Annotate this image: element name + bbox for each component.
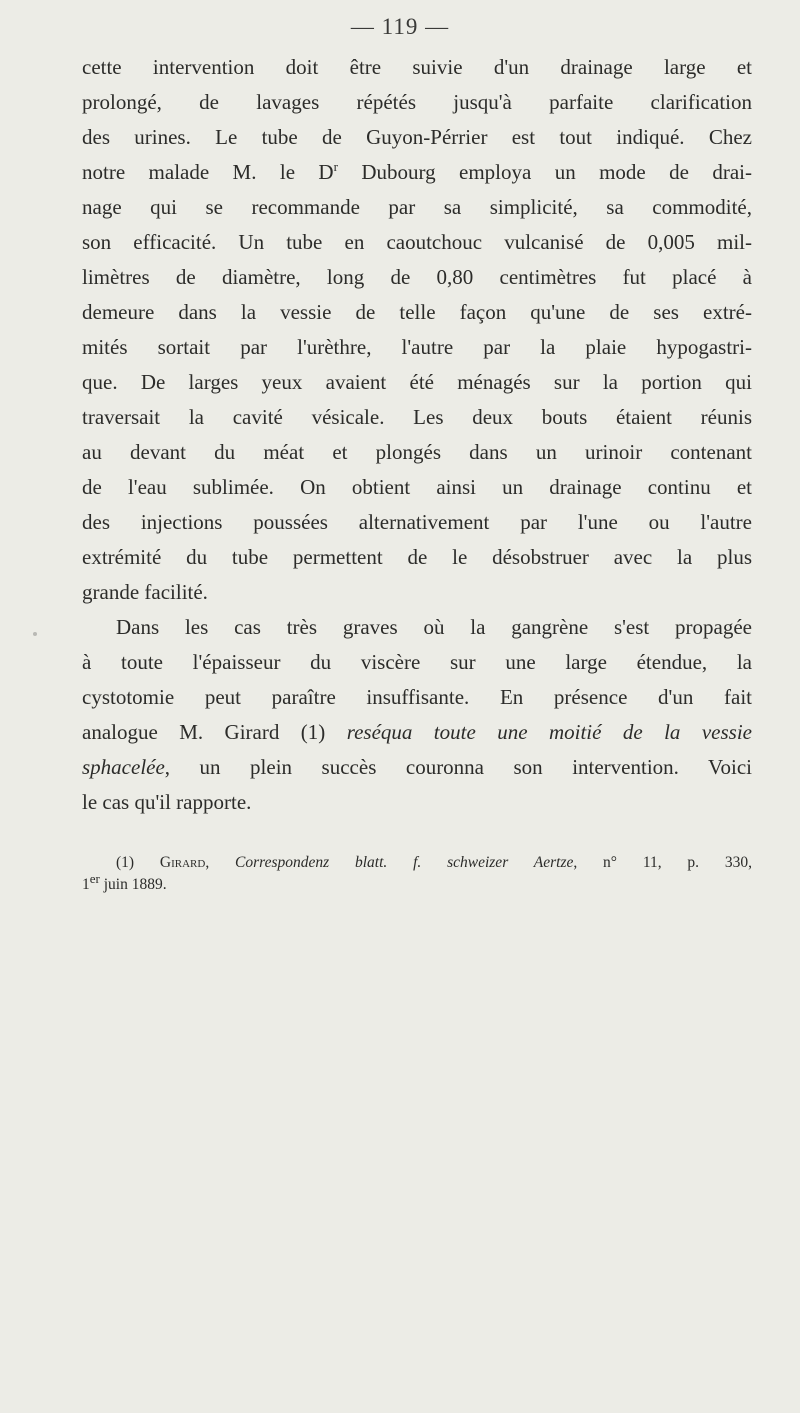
text-line: de l'eau sublimée. On obtient ainsi un drainage continu et (82, 475, 752, 499)
text-line: traversait la cavité vésicale. Les deux bouts étaient réunis (82, 405, 752, 429)
superscript: r (333, 159, 338, 174)
text-line: grande facilité. (82, 580, 208, 604)
text-fragment: , (205, 854, 236, 871)
footnote-journal: Correspondenz blatt. f. schweizer Aertze (235, 854, 574, 871)
text-line: mités sortait par l'urèthre, l'autre par la plaie hypogastri- (82, 335, 752, 359)
text-fragment: 1 (82, 876, 90, 893)
italic-fragment: sphacelée (82, 755, 165, 779)
text-line: des urines. Le tube de Guyon-Pérrier est tout indiqué. Chez (82, 125, 752, 149)
text-line (82, 155, 752, 190)
paper-speck (33, 632, 37, 636)
text-line: extrémité du tube permettent de le désobstruer avec la plus (82, 545, 752, 569)
text-line: au devant du méat et plongés dans un urinoir contenant (82, 440, 752, 464)
text-fragment: notre malade M. le D (82, 160, 334, 184)
text-line: Dans les cas très graves où la gangrène s'est propagée (116, 615, 752, 639)
text-fragment: , un plein succès couronna son intervention. Voici (164, 755, 752, 779)
text-fragment: , n° 11, p. 330, (573, 854, 753, 871)
text-line: des injections poussées alternativement par l'une ou l'autre (82, 510, 752, 534)
text-line: limètres de diamètre, long de 0,80 centimètres fut placé à (82, 265, 752, 289)
text-fragment: analogue M. Girard (1) (82, 720, 347, 744)
text-line: prolongé, de lavages répétés jusqu'à parfaite clarification (82, 90, 752, 114)
text-line (82, 715, 752, 750)
footnote-line (82, 852, 752, 874)
footnote-marker: (1) (116, 854, 160, 871)
footnote-author: Girard (159, 854, 206, 871)
text-fragment: Dubourg employa un mode de drai- (337, 160, 752, 184)
text-line: cette intervention doit être suivie d'un drainage large et (82, 55, 752, 79)
page-number: — 119 — (350, 14, 450, 39)
italic-fragment: reséqua toute une moitié de la vessie (346, 720, 752, 744)
text-line (82, 750, 752, 785)
text-line: cystotomie peut paraître insuffisante. En présence d'un fait (82, 685, 752, 709)
text-line: à toute l'épaisseur du viscère sur une large étendue, la (82, 650, 752, 674)
text-line: son efficacité. Un tube en caoutchouc vulcanisé de 0,005 mil- (82, 230, 752, 254)
text-line: demeure dans la vessie de telle façon qu'une de ses extré- (82, 300, 752, 324)
text-line: que. De larges yeux avaient été ménagés sur la portion qui (82, 370, 752, 394)
text-fragment: juin 1889. (99, 876, 167, 893)
superscript: er (89, 870, 100, 886)
text-line: le cas qu'il rapporte. (82, 790, 252, 814)
text-line: nage qui se recommande par sa simplicité, sa commodité, (82, 195, 752, 219)
footnote-line (82, 870, 752, 896)
footnote (82, 852, 752, 896)
body-text (82, 50, 752, 820)
